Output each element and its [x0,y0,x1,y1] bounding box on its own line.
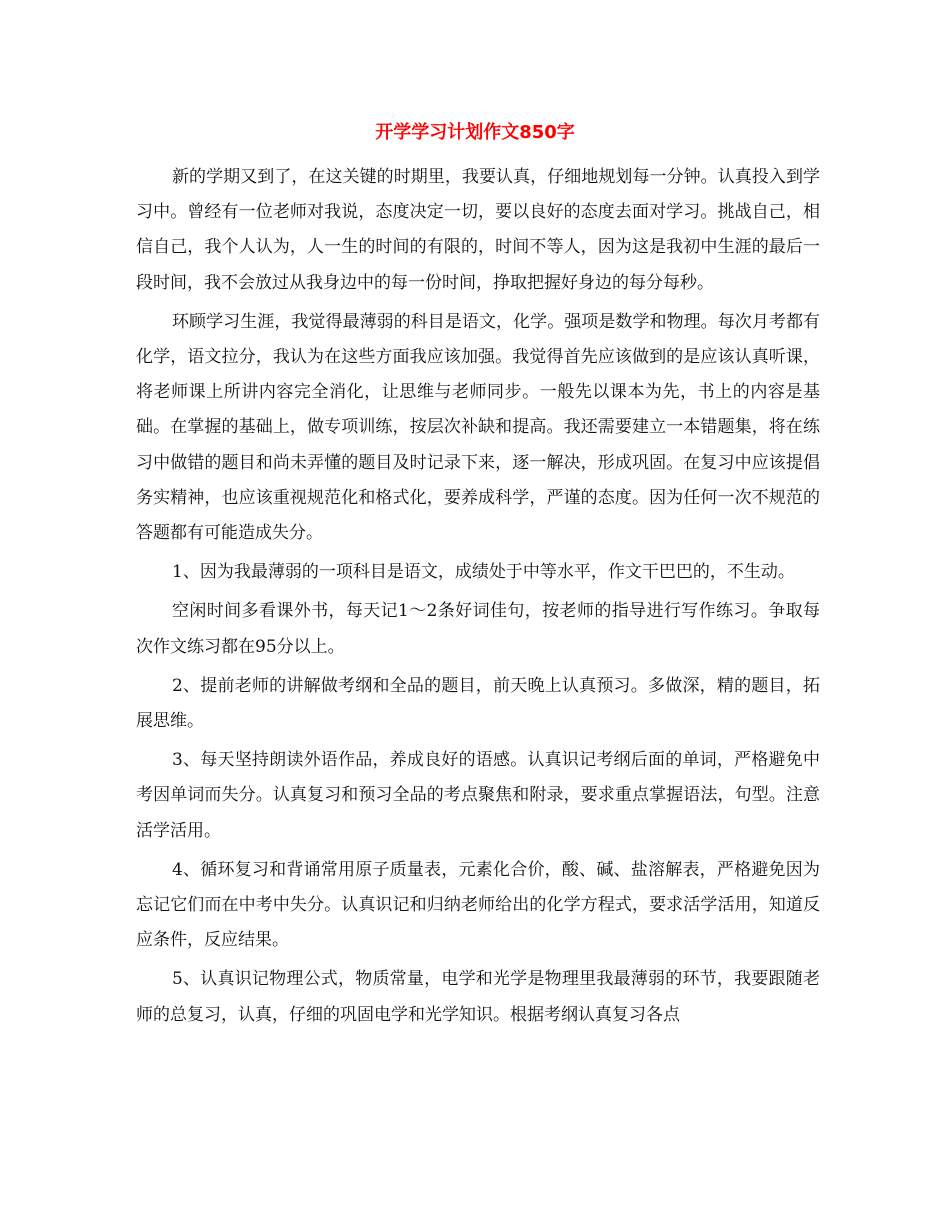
paragraph: 1、因为我最薄弱的一项科目是语文，成绩处于中等水平，作文干巴巴的，不生动。 [172,562,795,583]
document-body [136,160,820,1037]
paragraph: 空闲时间多看课外书，每天记1～2条好词佳句，按老师的指导进行写作练习。争取每次作文练习都在95分以上。 [136,601,820,657]
paragraph: 环顾学习生涯，我觉得最薄弱的科目是语文，化学。强项是数学和物理。每次月考都有化学，语文拉分，我认为在这些方面我应该加强。我觉得首先应该做到的是应该认真听课，将老师课上所讲内容完全消化，让思维与老师同步。一般先以课本为先，书上的内容是基础。在掌握的基础上，做专项训练，按层次补缺和提高。我还需要建立一本错题集，将在练习中做错的题目和尚未弄懂的题目及时记录下来，逐一解决，形成巩固。在复习中应该提倡务实精神，也应该重视规范化和格式化，要养成科学，严谨的态度。因为任何一次不规范的答题都有可能造成失分。 [136,311,820,544]
paragraph: 3、每天坚持朗读外语作品，养成良好的语感。认真识记考纲后面的单词，严格避免中考因单词而失分。认真复习和预习全品的考点聚焦和附录，要求重点掌握语法，句型。注意活学活用。 [136,750,820,841]
paragraph: 新的学期又到了，在这关键的时期里，我要认真，仔细地规划每一分钟。认真投入到学习中。曾经有一位老师对我说，态度决定一切，要以良好的态度去面对学习。挑战自己，相信自己，我个人认为，人一生的时间的有限的，时间不等人，因为这是我初中生涯的最后一段时间，我不会放过从我身边中的每一份时间，挣取把握好身边的每分每秒。 [136,167,820,293]
document-title: 开学学习计划作文850字 [375,122,575,143]
paragraph: 5、认真识记物理公式，物质常量，电学和光学是物理里我最薄弱的环节，我要跟随老师的总复习，认真，仔细的巩固电学和光学知识。根据考纲认真复习各点 [136,969,820,1025]
paragraph: 2、提前老师的讲解做考纲和全品的题目，前天晚上认真预习。多做深，精的题目，拓展思维。 [136,675,820,732]
paragraph: 4、循环复习和背诵常用原子质量表，元素化合价，酸、碱、盐溶解表，严格避免因为忘记它们而在中考中失分。认真识记和归纳老师给出的化学方程式，要求活学活用，知道反应条件，反应结果。 [136,859,820,951]
